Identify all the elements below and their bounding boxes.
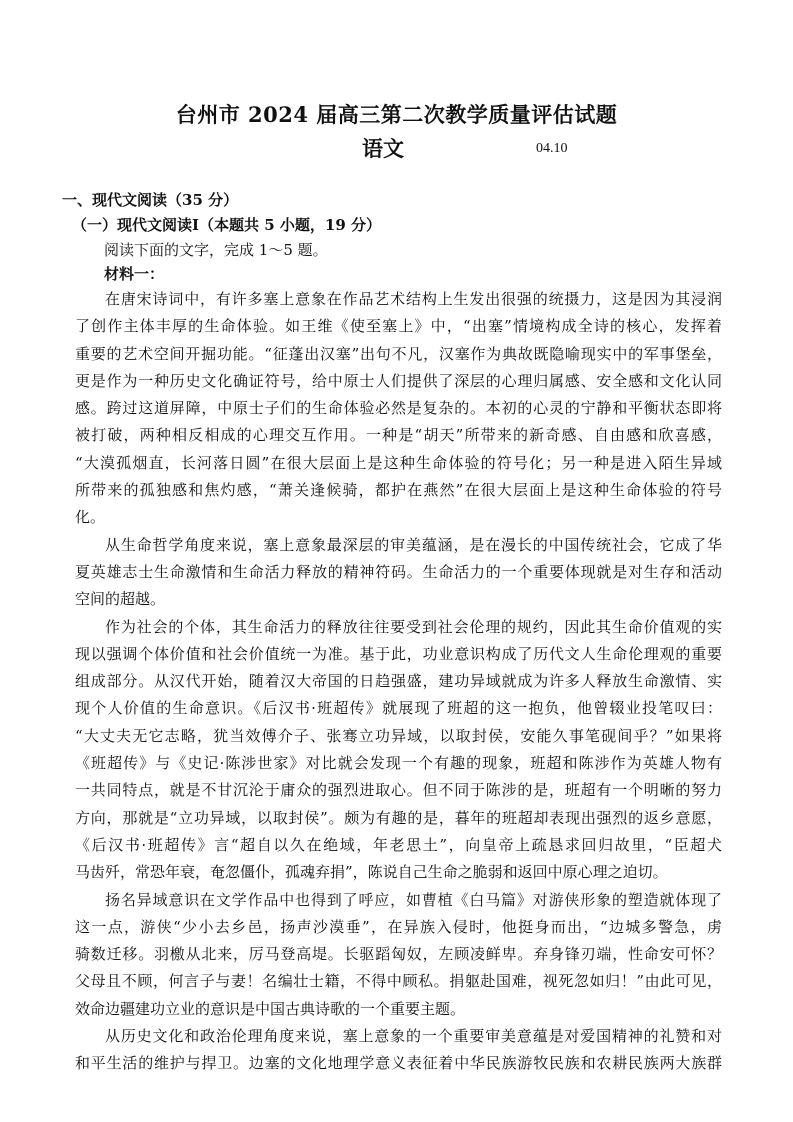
paragraph-line: 马齿歼，常恐年衰，奄忽僵仆，孤魂弃捐”，陈说自己生命之脆弱和返回中原心理之迫切。 — [75, 863, 668, 882]
paragraph — [75, 532, 722, 614]
paragraph-line: 从历史文化和政治伦理角度来说，塞上意象的一个重要审美意蕴是对爱国精神的礼赞和对 — [105, 1027, 722, 1046]
paragraph — [75, 887, 722, 1023]
paragraph-line: 感。跨过这道屏障，中原士子们的生命体验必然是复杂的。本初的心灵的宁静和平衡状态即将 — [75, 399, 722, 418]
paragraph-line: 这一点，游侠“少小去乡邑，扬声沙漠垂”，在异族入侵时，他挺身而出，“边城多警急，虏 — [75, 917, 722, 936]
material-body — [75, 286, 722, 1078]
paragraph-line: 化。 — [75, 508, 106, 527]
instruction-text: 阅读下面的文字，完成 1～5 题。 — [104, 241, 328, 259]
exam-title: 台州市 2024 届高三第二次教学质量评估试题 — [175, 102, 618, 127]
subsection-heading: （一）现代文阅读Ⅰ（本题共 5 小题，19 分） — [72, 216, 381, 234]
paragraph-line: 被打破，两种相反相成的心理交互作用。一种是“胡天”所带来的新奇感、自由感和欣喜感， — [75, 426, 722, 445]
paragraph-line: 和平生活的维护与捍卫。边塞的文化地理学意义表征着中华民族游牧民族和农耕民族两大族群 — [75, 1054, 722, 1073]
paragraph-line: 《后汉书·班超传》言“超自以久在绝域，年老思土”，向皇帝上疏恳求回归故里，“臣超犬 — [75, 835, 722, 854]
paragraph-line: 重要的艺术空间开掘功能。“征蓬出汉塞”出句不凡，汉塞作为典故既隐喻现实中的军事堡垒， — [75, 344, 722, 363]
paragraph-line: 空间的超越。 — [75, 590, 166, 609]
paragraph-line: 更是作为一种历史文化确证符号，给中原士人们提供了深层的心理归属感、安全感和文化认同 — [75, 371, 722, 390]
paragraph-line: 从生命哲学角度来说，塞上意象最深层的审美蕴涵，是在漫长的中国传统社会，它成了华 — [105, 535, 722, 554]
paragraph-line: 所带来的孤独感和焦灼感，“萧关逢候骑，都护在燕然”在很大层面上是这种生命体验的符号 — [75, 481, 722, 500]
paragraph-line: 了创作主体丰厚的生命体验。如王维《使至塞上》中，“出塞”情境构成全诗的核心，发挥着 — [75, 317, 722, 336]
subject-label: 语文 — [362, 136, 404, 161]
paragraph-line: 在唐宋诗词中，有许多塞上意象在作品艺术结构上生发出很强的统摄力，这是因为其浸润 — [105, 290, 722, 308]
paragraph-line: “大丈夫无它志略，犹当效傅介子、张骞立功异域，以取封侯，安能久事笔砚间乎？”如果将 — [75, 726, 722, 745]
paragraph — [75, 1023, 722, 1078]
exam-date: 04.10 — [536, 141, 568, 156]
paragraph — [75, 614, 722, 887]
paragraph-line: 作为社会的个体，其生命活力的释放往往要受到社会伦理的规约，因此其生命价值观的实 — [105, 617, 722, 636]
paragraph-line: 扬名异域意识在文学作品中也得到了呼应，如曹植《白马篇》对游侠形象的塑造就体现了 — [105, 890, 722, 909]
paragraph-line: 一共同特点，就是不甘沉沦于庸众的强烈进取心。但不同于陈涉的是，班超有一个明晰的努力 — [75, 781, 722, 800]
paragraph-line: 方向，那就是“立功异域，以取封侯”。颇为有趣的是，暮年的班超却表现出强烈的返乡意愿， — [75, 808, 722, 827]
paragraph-line: 骑数迁移。羽檄从北来，厉马登高堤。长驱蹈匈奴，左顾凌鲜卑。弃身锋刃端，性命安可怀？ — [75, 945, 722, 964]
material-label: 材料一： — [104, 265, 165, 283]
paragraph — [75, 286, 722, 532]
paragraph-line: 效命边疆建功立业的意识是中国古典诗歌的一个重要主题。 — [75, 999, 466, 1018]
paragraph-line: 现个人价值的生命意识。《后汉书·班超传》就展现了班超的这一抱负，他曾辍业投笔叹曰： — [75, 699, 722, 718]
paragraph-line: 组成部分。从汉代开始，随着汉大帝国的日趋强盛，建功异域就成为许多人释放生命激情、实 — [75, 672, 722, 691]
paragraph-line: 父母且不顾，何言子与妻！名编壮士籍，不得中顾私。捐躯赴国难，视死忽如归！”由此可见， — [75, 972, 722, 991]
paragraph-line: 夏英雄志士生命激情和生命活力释放的精神符码。生命活力的一个重要体现就是对生存和活动 — [75, 562, 722, 581]
paragraph-line: “大漠孤烟直，长河落日圆”在很大层面上是这种生命体验的符号化；另一种是进入陌生异域 — [75, 453, 722, 472]
paragraph-line: 《班超传》与《史记·陈涉世家》对比就会发现一个有趣的现象，班超和陈涉作为英雄人物有 — [75, 754, 722, 773]
paragraph-line: 现以强调个体价值和社会价值统一为准。基于此，功业意识构成了历代文人生命伦理观的重要 — [75, 644, 722, 663]
section-heading: 一、现代文阅读（35 分） — [62, 191, 239, 209]
